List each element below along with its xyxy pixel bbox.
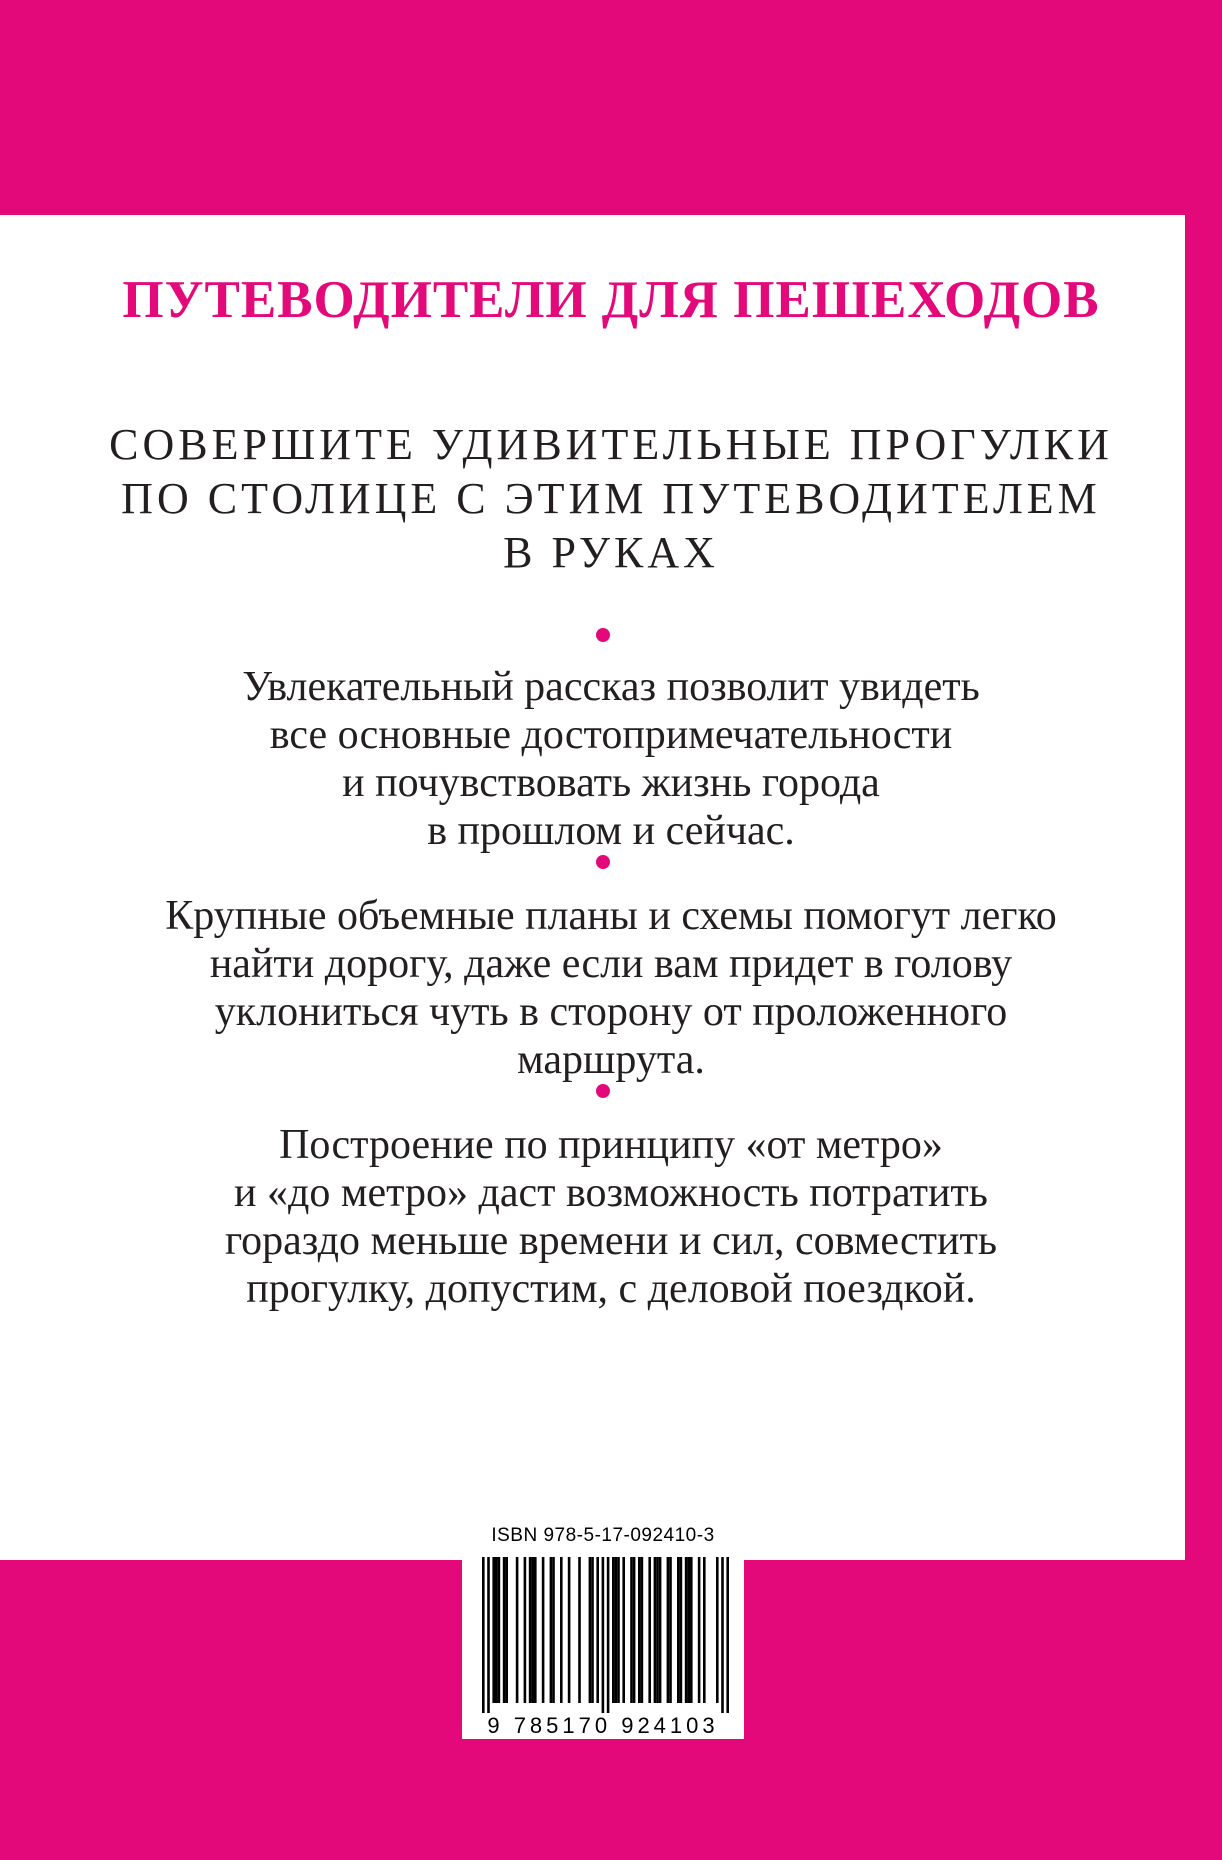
paragraph-line: гораздо меньше времени и сил, совместить xyxy=(224,1218,998,1264)
series-title: ПУТЕВОДИТЕЛИ ДЛЯ ПЕШЕХОДОВ xyxy=(122,271,1100,329)
headline xyxy=(0,418,1222,580)
barcode-bar xyxy=(659,1557,662,1703)
barcode-bar xyxy=(612,1557,615,1703)
barcode-bar xyxy=(542,1557,545,1703)
barcode-bars xyxy=(468,1557,738,1713)
barcode-bar xyxy=(615,1557,618,1703)
barcode-bar xyxy=(687,1557,690,1703)
barcode-bar xyxy=(617,1557,620,1703)
barcode-digits: 9 785170 924103 xyxy=(487,1713,719,1738)
paragraph-line: Построение по принципу «от метро» xyxy=(279,1122,943,1168)
barcode-bar xyxy=(633,1557,636,1703)
paragraph-line: найти дорогу, даже если вам придет в голову xyxy=(209,941,1013,987)
barcode-bar xyxy=(487,1557,490,1713)
paragraph-line: все основные достопримечательности xyxy=(269,712,953,758)
barcode-bar xyxy=(591,1557,594,1703)
barcode-bar xyxy=(596,1557,599,1703)
barcode-bar xyxy=(721,1557,724,1713)
isbn-barcode xyxy=(462,1523,744,1739)
paragraph-line: Крупные объемные планы и схемы помогут легко xyxy=(165,893,1057,939)
barcode-bar xyxy=(685,1557,688,1703)
barcode-bar xyxy=(654,1557,657,1703)
barcode-bar xyxy=(534,1557,537,1703)
white-text-panel xyxy=(0,215,1185,1560)
barcode-bar xyxy=(630,1557,633,1703)
barcode-bar xyxy=(677,1557,680,1703)
barcode-bar xyxy=(492,1557,495,1703)
barcode-bar xyxy=(568,1557,571,1703)
barcode-bar xyxy=(531,1557,534,1703)
barcode-bar xyxy=(716,1557,719,1703)
paragraph-story xyxy=(0,663,1222,855)
paragraph-line: в прошлом и сейчас. xyxy=(427,808,795,854)
paragraph-metro xyxy=(0,1121,1222,1313)
headline-line: СОВЕРШИТЕ УДИВИТЕЛЬНЫЕ ПРОГУЛКИ xyxy=(109,420,1113,469)
barcode-bar xyxy=(641,1557,644,1703)
isbn-label: ISBN 978-5-17-092410-3 xyxy=(491,1525,715,1546)
barcode-bar xyxy=(622,1557,625,1703)
barcode-bar xyxy=(669,1557,672,1703)
bullet-dot-icon xyxy=(596,628,610,642)
barcode-bar xyxy=(656,1557,659,1703)
barcode-bar xyxy=(680,1557,683,1703)
bullet-dot-icon xyxy=(596,855,610,869)
barcode-bar xyxy=(503,1557,506,1703)
headline-line: ПО СТОЛИЦЕ С ЭТИМ ПУТЕВОДИТЕЛЕМ xyxy=(121,474,1101,523)
barcode-bar xyxy=(578,1557,581,1703)
paragraph-line: и почувствовать жизнь города xyxy=(342,760,880,806)
paragraph-line: Увлекательный рассказ позволит увидеть xyxy=(242,664,980,710)
barcode-bar xyxy=(529,1557,532,1703)
bullet-dot-icon xyxy=(596,1084,610,1098)
barcode-bar xyxy=(524,1557,527,1703)
paragraph-line: и «до метро» даст возможность потратить xyxy=(234,1170,988,1216)
barcode-bar xyxy=(667,1557,670,1703)
barcode-bar xyxy=(495,1557,498,1703)
barcode-bar xyxy=(482,1557,485,1713)
barcode-bar xyxy=(726,1557,729,1713)
barcode-bar xyxy=(698,1557,701,1703)
barcode-bar xyxy=(602,1557,605,1713)
barcode-bar xyxy=(550,1557,553,1703)
barcode-bar xyxy=(589,1557,592,1703)
paragraph-line: уклониться чуть в сторону от проложенного xyxy=(214,989,1008,1035)
barcode-bar xyxy=(648,1557,651,1703)
headline-line: В РУКАХ xyxy=(503,528,719,577)
paragraph-line: прогулку, допустим, с деловой поездкой. xyxy=(246,1266,976,1312)
barcode-bar xyxy=(690,1557,693,1703)
paragraph-line: маршрута. xyxy=(517,1037,705,1083)
barcode-bar xyxy=(552,1557,555,1703)
paragraph-maps xyxy=(0,892,1222,1084)
barcode-bar xyxy=(703,1557,706,1703)
barcode-bar xyxy=(498,1557,501,1703)
barcode-bar xyxy=(516,1557,519,1703)
barcode-bar xyxy=(560,1557,563,1703)
barcode-bar xyxy=(638,1557,641,1703)
barcode-bar xyxy=(607,1557,610,1713)
barcode-bar xyxy=(505,1557,508,1703)
